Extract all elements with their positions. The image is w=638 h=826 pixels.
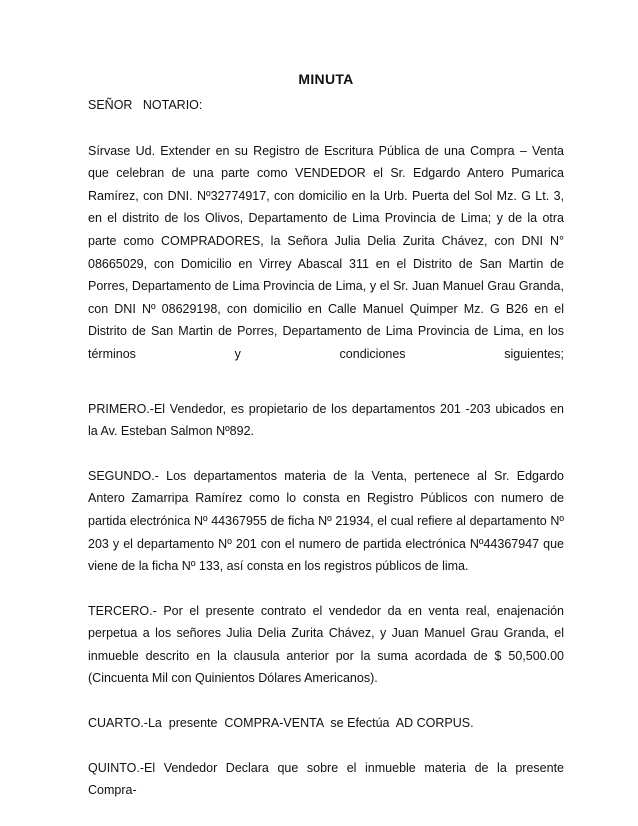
clause-cuarto: CUARTO.-La presente COMPRA-VENTA se Efectúa AD CORPUS.: [88, 716, 474, 731]
intro-paragraph: Sírvase Ud. Extender en su Registro de Escritura Pública de una Compra – Venta que celebran de una parte como VENDEDOR el Sr. Edgardo Antero Pumarica Ramírez, con DNI. Nº32774917, con domicilio en la Urb. Puerta del Sol Mz. G Lt. 3, en el distrito de los Olivos, Departamento de Lima Provincia de Lima; y de la otra parte como COMPRADORES, la Señora Julia Delia Zurita Chávez, con DNI N° 08665029, con Domicilio en Virrey Abascal 311 en el Distrito de San Martin de Porres, Departamento de Lima Provincia de Lima, y el Sr. Juan Manuel Grau Granda, con DNI Nº 08629198, con domicilio en Calle Manuel Quimper Mz. G B26 en el Distrito de San Martin de Porres, Departamento de Lima Provincia de Lima, en los términos y condiciones siguientes;: [88, 143, 564, 361]
clause-primero: PRIMERO.-El Vendedor, es propietario de los departamentos 201 -203 ubicados en la Av. Esteban Salmon Nº892.: [88, 401, 564, 439]
clause-quinto: QUINTO.-El Vendedor Declara que sobre el inmueble materia de la presente Compra-: [88, 760, 564, 798]
clause-tercero: TERCERO.- Por el presente contrato el vendedor da en venta real, enajenación perpetua a los señores Julia Delia Zurita Chávez, y Juan Manuel Grau Granda, el inmueble descrito en la clausula anterior por la suma acordada de $ 50,500.00 (Cincuenta Mil con Quinientos Dólares Americanos).: [88, 603, 564, 686]
document-title: MINUTA: [298, 71, 354, 87]
salutation: SEÑOR NOTARIO:: [88, 98, 203, 112]
document-page: [88, 70, 564, 802]
clause-segundo: SEGUNDO.- Los departamentos materia de la Venta, pertenece al Sr. Edgardo Antero Zamarripa Ramírez como lo consta en Registro Públicos con numero de partida electrónica Nº 44367955 de ficha Nº 21934, el cual refiere al departamento Nº 203 y el departamento Nº 201 con el numero de partida electrónica Nº44367947 que viene de la ficha Nº 133, así consta en los registros públicos de lima.: [88, 468, 564, 574]
